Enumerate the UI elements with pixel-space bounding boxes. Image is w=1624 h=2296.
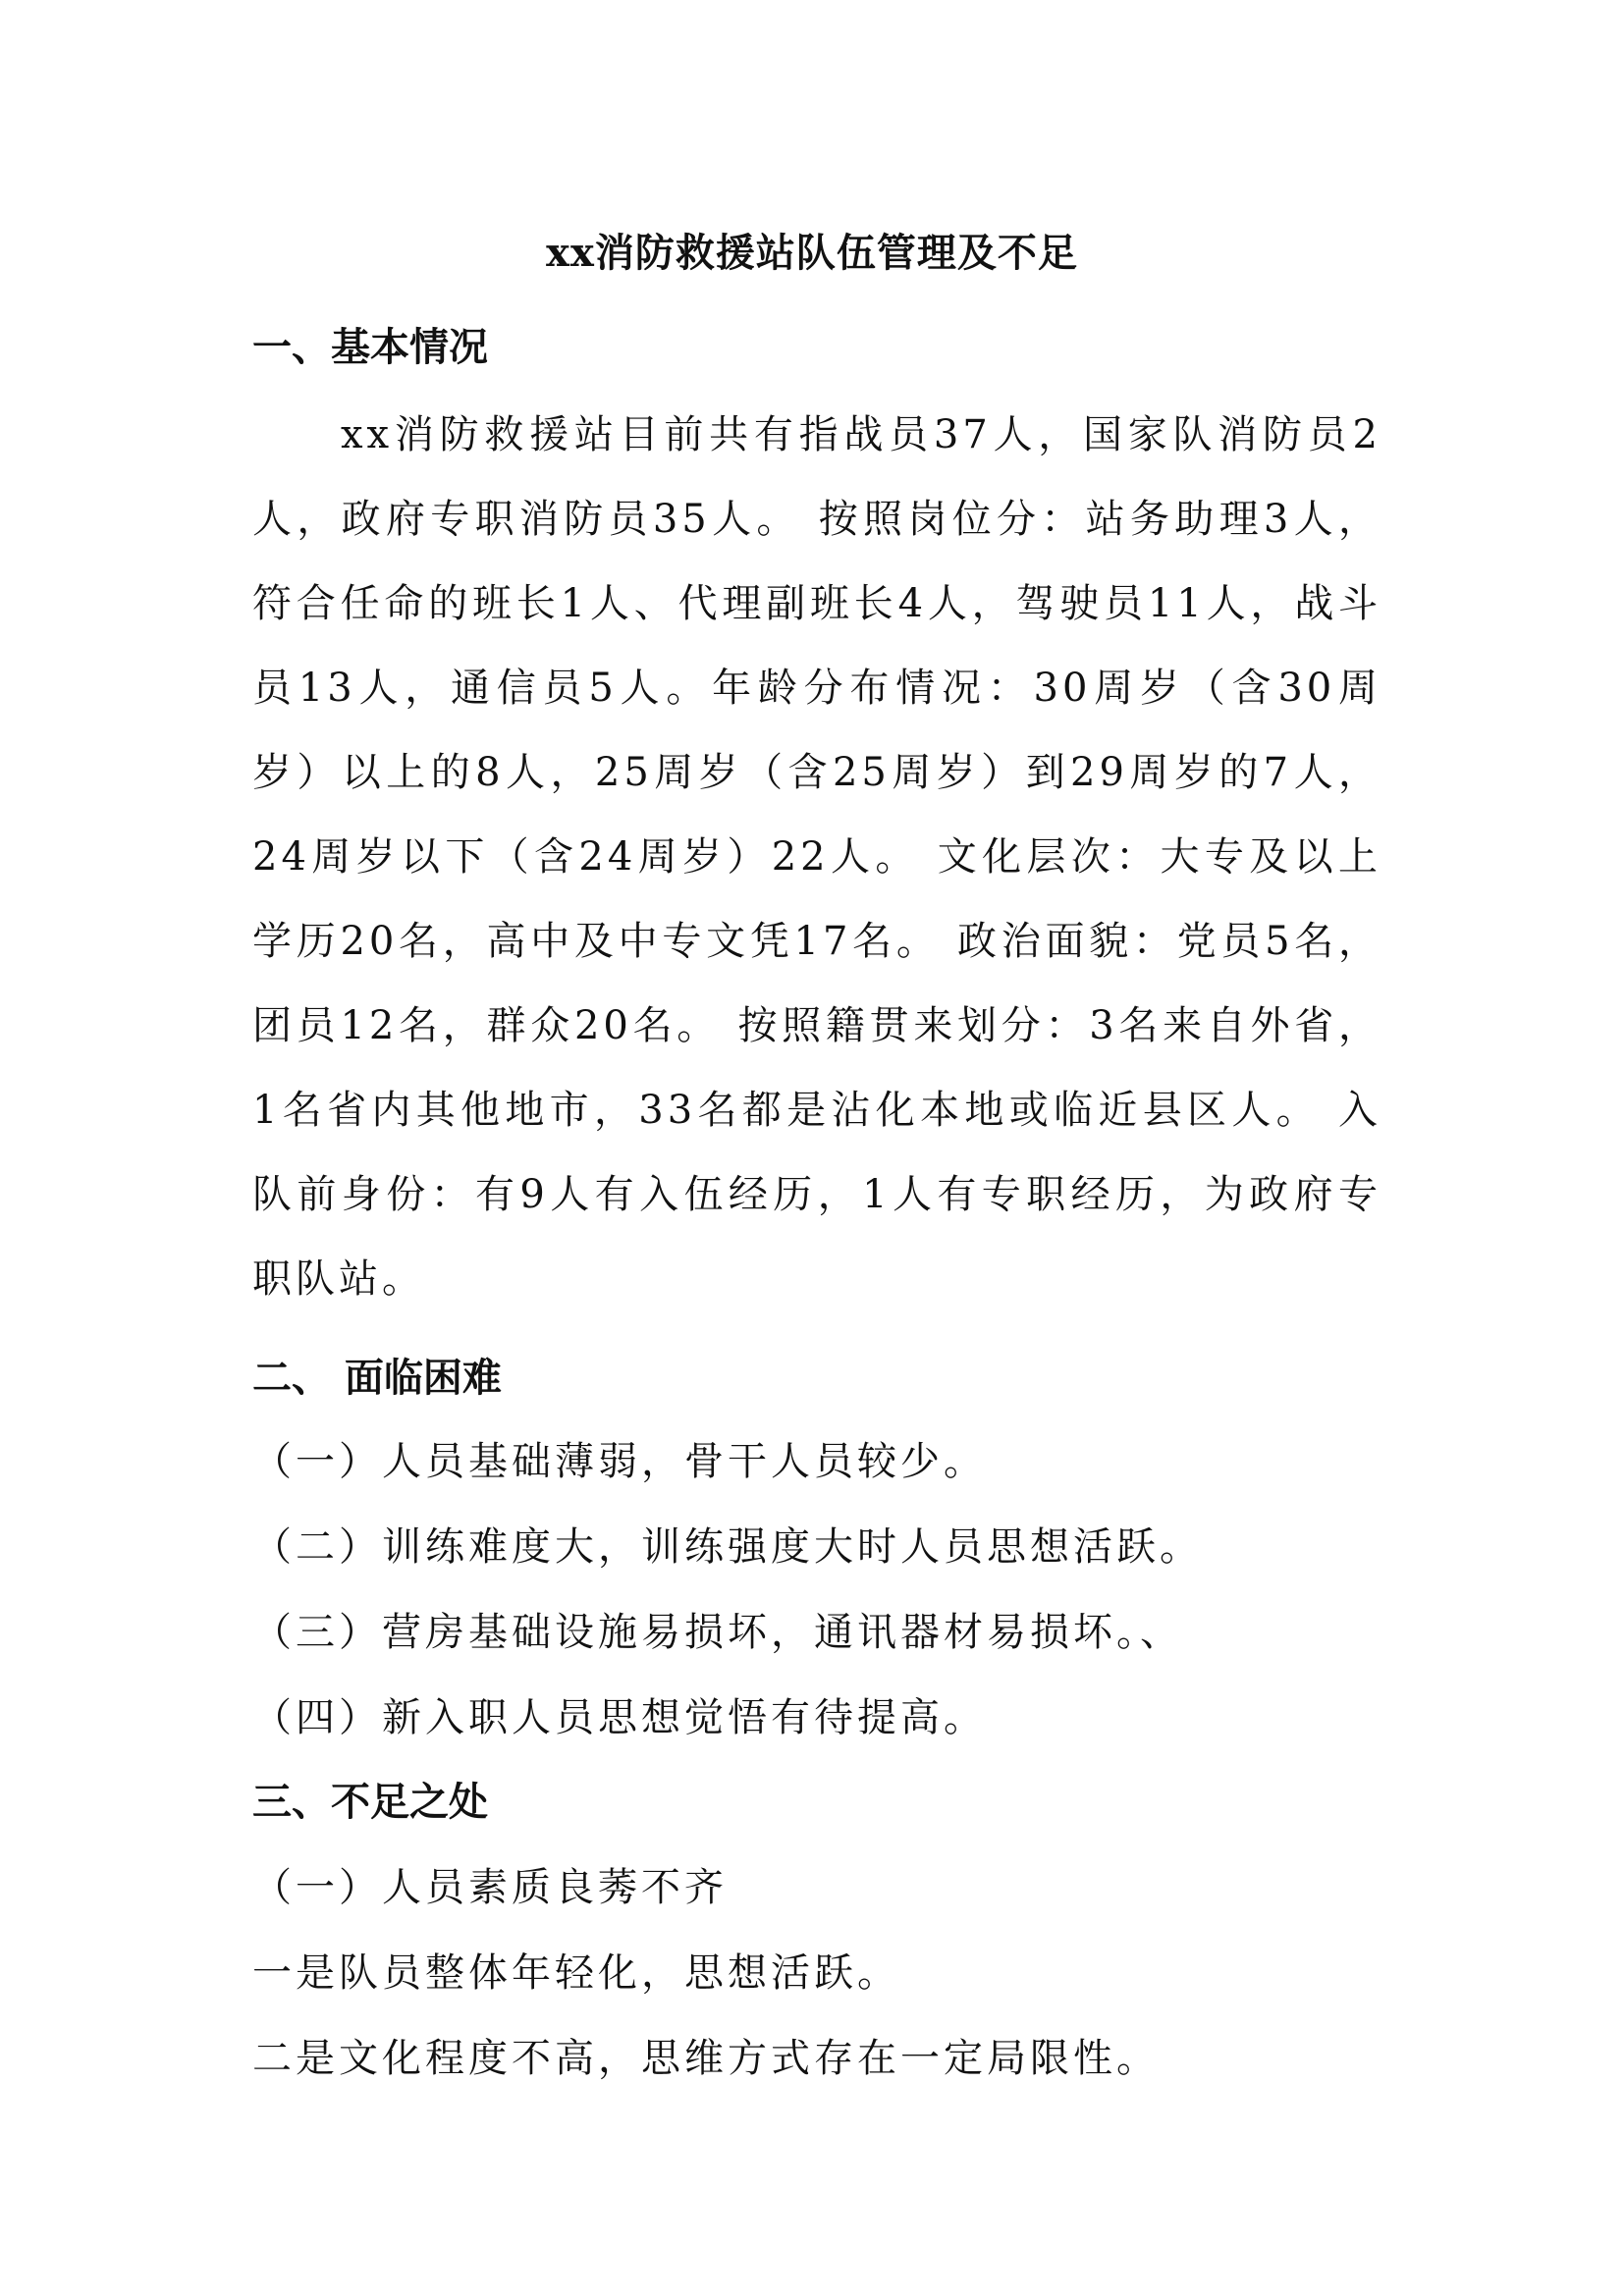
shortcoming-item: 二是文化程度不高，思维方式存在一定局限性。 bbox=[252, 2036, 1160, 2081]
basic-info-paragraph: xx消防救援站目前共有指战员37人，国家队消防员2人，政府专职消防员35人。 按照岗位分：站务助理3人，符合任命的班长1人、代理副班长4人，驾驶员11人，战斗员13人，通信员5人。年龄分布情况：30周岁（含30周岁）以上的8人，25周岁（含25周岁）到29周岁的7人，24周岁以下（含24周岁）22人。 文化层次：大专及以上学历20名，高中及中专文凭17名。 政治面貌：党员5名，团员12名，群众20名。 按照籍贯来划分：3名来自外省，1名省内其他地市，33名都是沾化本地或临近县区人。 入队前身份：有9人有入伍经历，1人有专职经历，为政府专职队站。 bbox=[252, 412, 1381, 1302]
document-title: xx消防救援站队伍管理及不足 bbox=[546, 230, 1078, 276]
difficulty-item: （三）营房基础设施易损坏，通讯器材易损坏。、 bbox=[252, 1610, 1183, 1655]
section-heading-basic-info: 一、基本情况 bbox=[252, 324, 488, 370]
section-heading-shortcomings: 三、不足之处 bbox=[252, 1779, 488, 1825]
difficulty-item: （二）训练难度大，训练强度大时人员思想活跃。 bbox=[252, 1524, 1203, 1570]
shortcoming-item: （一）人员素质良莠不齐 bbox=[252, 1865, 728, 1910]
shortcoming-item: 一是队员整体年轻化，思想活跃。 bbox=[252, 1950, 900, 1996]
difficulty-item: （四）新入职人员思想觉悟有待提高。 bbox=[252, 1695, 987, 1740]
section-heading-difficulties: 二、 面临困难 bbox=[252, 1355, 502, 1401]
difficulty-item: （一）人员基础薄弱，骨干人员较少。 bbox=[252, 1439, 987, 1484]
